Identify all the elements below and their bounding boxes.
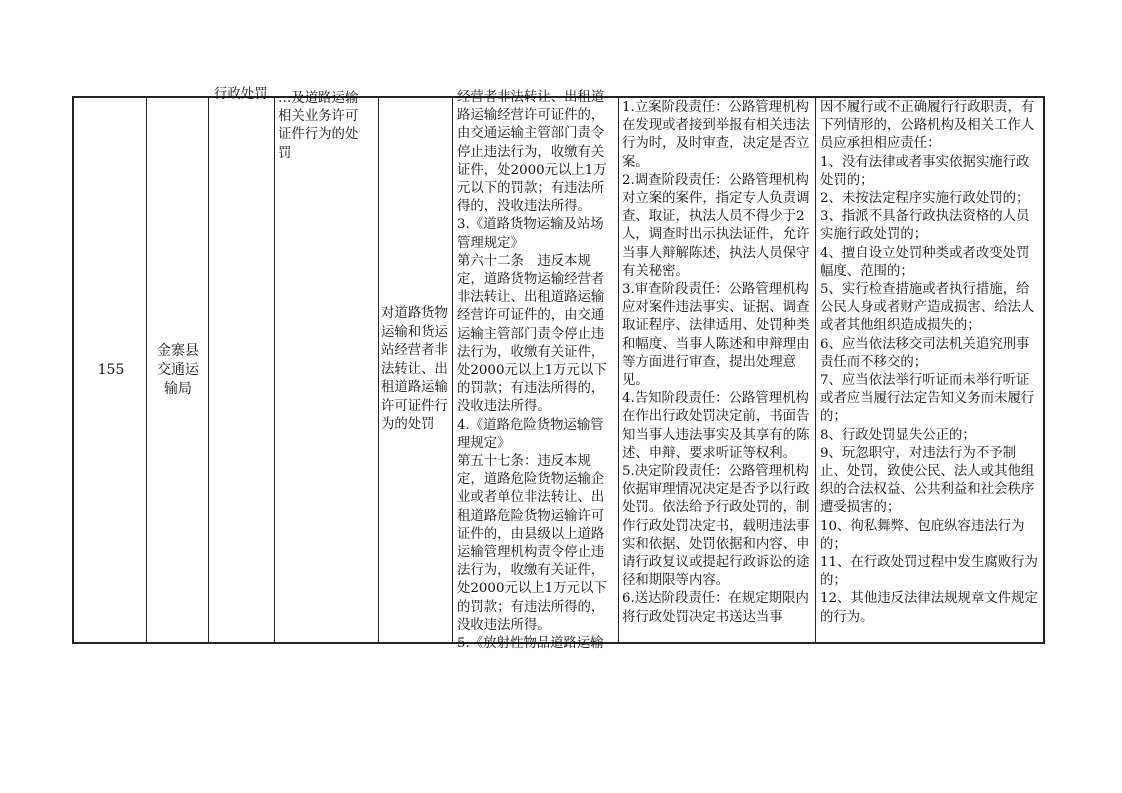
item-name-text: …及道路运输相关业务许可证件行为的处罚	[278, 91, 359, 161]
accountability-cell	[817, 98, 1043, 642]
category-text: 行政处罚	[214, 87, 268, 102]
legal-basis-cell	[454, 90, 617, 652]
column-divider	[452, 98, 453, 642]
column-divider	[815, 98, 816, 642]
sub-item-cell	[378, 98, 451, 642]
department-name: 金寨县交通运输局	[157, 342, 199, 397]
department-cell	[148, 98, 208, 642]
category-cell	[208, 87, 274, 642]
legal-basis-text: 经营者非法转让、出租道路运输经营许可证件的，由交通运输主管部门责令停止违法行为，收缴有关证件，处2000元以上1万元以下的罚款；有违法所得的，没收违法所得。 3.《道路货物运输及站场管理规定》 第六十二条 违反本规定，道路货物运输经营者非法转让、出租道路运输经营许可证件的，由交通运输主管部门责令停止违法行为，收缴有关证件，处2000元以上1万元以下的罚款；有违法所得的，没收违法所得。 4.《道路危险货物运输管理规定》 第五十七条：违反本规定，道路危险货物运输企业或者单位非法转让、出租道路危险货物运输许可证件的，由县级以上道路运输管理机构责令停止违法行为，收缴有关证件，处2000元以上1万元以下的罚款；有违法所得的，没收违法所得。 5.《放射性物品道路运输	[457, 90, 607, 652]
sub-item-text: 对道路货物运输和货运站经营者非法转让、出租道路运输许可证件行为的处罚	[381, 305, 448, 433]
responsibilities-text: 1.立案阶段责任：公路管理机构在发现或者接到举报有相关违法行为时，及时审查，决定是否立案。 2.调查阶段责任：公路管理机构对立案的案件，指定专人负责调查、取证，执法人员不得少于2人，调查时出示执法证件，允许当事人辩解陈述，执法人员保守有关秘密。 3.审查阶段责任：公路管理机构应对案件违法事实、证据、调查取证程序、法律适用、处罚种类和幅度、当事人陈述和申辩理由等方面进行审查，提出处理意见。 4.告知阶段责任：公路管理机构在作出行政处罚决定前，书面告知当事人违法事实及其享有的陈述、申辩、要求听证等权利。 5.决定阶段责任：公路管理机构依据审理情况决定是否予以行政处罚。依法给予行政处罚的，制作行政处罚决定书，载明违法事实和依据、处罚依据和内容、申请行政复议或提起行政诉讼的途径和期限等内容。 6.送达阶段责任：在规定期限内将行政处罚决定书送达当事	[622, 100, 810, 625]
accountability-text: 因不履行或不正确履行行政职责，有下列情形的，公路机构及相关工作人员应承担相应责任： 1、没有法律或者事实依据实施行政处罚的； 2、未按法定程序实施行政处罚的； 3、指派不具备行政执法资格的人员实施行政处罚的； 4、擅自设立处罚种类或者改变处罚幅度、范围的； 5、实行检查措施或者执行措施，给公民人身或者财产造成损害、给法人或者其他组织造成损失的； 6、应当依法移交司法机关追究刑事责任而不移交的； 7、应当依法举行听证而未举行听证或者应当履行法定告知义务而未履行的； 8、行政处罚显失公正的； 9、玩忽职守，对违法行为不予制止、处罚，致使公民、法人或其他组织的合法权益、公共利益和社会秩序遭受损害的； 10、徇私舞弊、包庇纵容违法行为的； 11、在行政处罚过程中发生腐败行为的； 12、其他违反法律法规规章文件规定的行为。	[820, 100, 1038, 625]
row-number: 155	[97, 362, 125, 378]
item-name-cell	[274, 91, 372, 642]
responsibilities-cell	[619, 98, 815, 642]
document-table	[72, 87, 1045, 652]
row-number-cell	[74, 98, 148, 642]
